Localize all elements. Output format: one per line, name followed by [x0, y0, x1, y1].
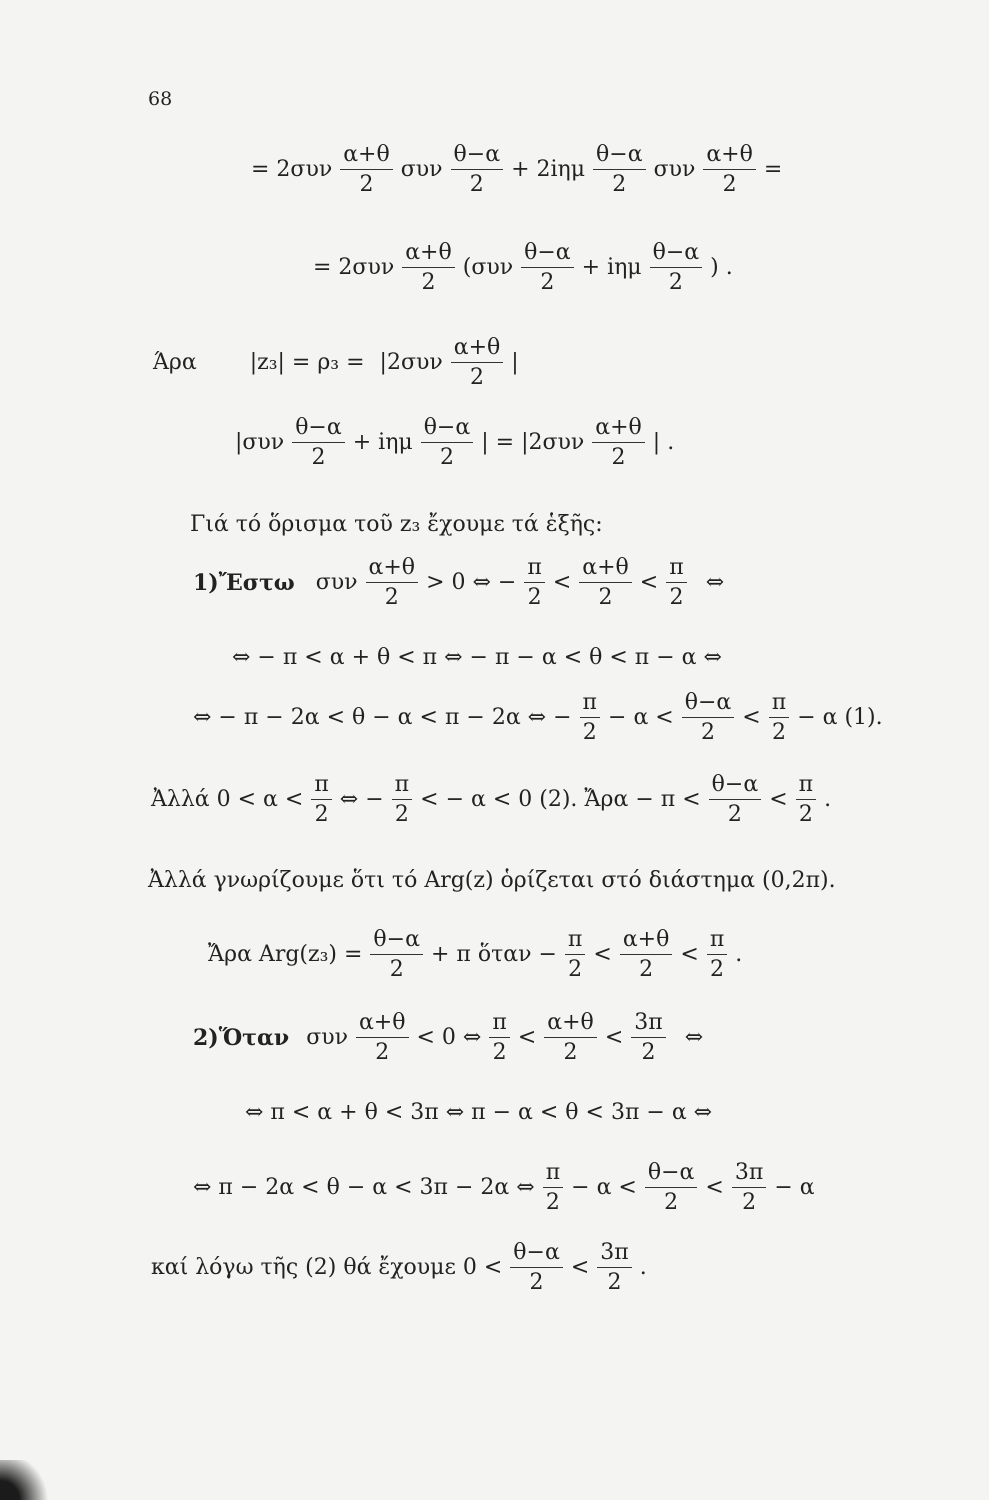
fraction	[631, 1010, 665, 1066]
term: − α <	[608, 705, 674, 731]
numerator: θ−α	[295, 415, 342, 440]
equation-line-12	[190, 1010, 706, 1066]
equation-line-6	[190, 555, 727, 611]
numerator: π	[709, 927, 725, 952]
denominator: 2	[669, 585, 684, 611]
equation-line-8	[190, 690, 886, 746]
term: ⇔ π − 2α < θ − α < 3π − 2α ⇔	[193, 1175, 535, 1201]
fraction	[340, 142, 393, 198]
numerator: 3π	[600, 1240, 629, 1265]
denominator: 2	[469, 365, 484, 391]
fraction-bar	[579, 582, 632, 583]
numerator: α+θ	[368, 555, 416, 580]
fraction-bar	[370, 954, 423, 955]
fraction-bar	[451, 362, 504, 363]
term: = 2συν	[313, 255, 395, 281]
fraction	[703, 142, 756, 198]
page-edge-shadow	[0, 1460, 50, 1500]
numerator: θ−α	[596, 142, 643, 167]
denominator: 2	[771, 720, 786, 746]
denominator: 2	[375, 1040, 390, 1066]
term: Άρα	[153, 350, 197, 376]
fraction-bar	[392, 799, 412, 800]
fraction	[682, 690, 735, 746]
denominator: 2	[529, 1270, 544, 1296]
fraction-bar	[510, 1267, 563, 1268]
term: συν	[653, 157, 696, 183]
fraction	[620, 927, 673, 983]
denominator: 2	[611, 445, 626, 471]
numerator: θ−α	[684, 690, 732, 715]
term: + π ὅταν −	[430, 942, 557, 968]
numerator: α+θ	[706, 142, 753, 167]
denominator: 2	[598, 585, 613, 611]
numerator: π	[314, 772, 329, 797]
term: <	[742, 705, 761, 731]
denominator: 2	[798, 802, 813, 828]
term: .	[824, 787, 832, 813]
fraction-bar	[451, 169, 504, 170]
numerator: α+θ	[595, 415, 642, 440]
fraction	[580, 690, 600, 746]
term: < − α < 0 (2). Ἄρα − π <	[420, 787, 701, 813]
text-line-10: Ἀλλά γνωρίζουμε ὅτι τό Arg(z) ὁρίζεται στό διάστημα (0,2π).	[148, 868, 836, 893]
equation-line-1	[248, 142, 785, 198]
equation-line-4	[232, 415, 677, 471]
fraction-bar	[543, 1187, 563, 1188]
page-number: 68	[148, 88, 173, 110]
term: ⇔ −	[339, 787, 384, 813]
numerator: θ−α	[513, 1240, 560, 1265]
denominator: 2	[421, 270, 436, 296]
numerator: θ−α	[524, 240, 571, 265]
denominator: 2	[664, 1190, 679, 1216]
fraction	[451, 142, 504, 198]
denominator: 2	[469, 172, 484, 198]
fraction-bar	[311, 799, 331, 800]
numerator: α+θ	[358, 1010, 406, 1035]
term: <	[570, 1255, 590, 1281]
fraction-bar	[650, 267, 703, 268]
term: |2συν	[379, 350, 443, 376]
fraction	[769, 690, 789, 746]
equation-line-3	[150, 335, 522, 391]
denominator: 2	[540, 270, 555, 296]
term: .	[639, 1255, 647, 1281]
numerator: θ−α	[652, 240, 700, 265]
term: =	[763, 157, 783, 183]
fraction	[311, 772, 331, 828]
fraction	[796, 772, 816, 828]
denominator: 2	[545, 1190, 560, 1216]
numerator: α+θ	[405, 240, 452, 265]
term: | .	[652, 430, 675, 456]
fraction-bar	[366, 582, 419, 583]
fraction	[645, 1160, 698, 1216]
fraction-bar	[521, 267, 574, 268]
numerator: α+θ	[547, 1010, 594, 1035]
fraction-bar	[340, 169, 393, 170]
fraction	[370, 927, 423, 983]
fraction	[421, 415, 474, 471]
equation-line-11	[205, 927, 745, 983]
fraction	[666, 555, 686, 611]
equation-line-14	[190, 1160, 818, 1216]
denominator: 2	[612, 172, 627, 198]
fraction-bar	[292, 442, 345, 443]
term: Ἄρα Arg(z₃) =	[208, 942, 363, 968]
term: <	[680, 942, 699, 968]
fraction-bar	[489, 1037, 509, 1038]
term: .	[735, 942, 743, 968]
case-label: 2)Ὅταν	[193, 1024, 290, 1051]
term: <	[705, 1175, 724, 1201]
term: − α <	[571, 1175, 637, 1201]
fraction	[732, 1160, 766, 1216]
numerator: π	[492, 1010, 507, 1035]
numerator: π	[545, 1160, 561, 1185]
fraction-bar	[421, 442, 474, 443]
denominator: 2	[641, 1040, 656, 1066]
fraction	[402, 240, 455, 296]
term: <	[552, 570, 572, 596]
denominator: 2	[527, 585, 542, 611]
term: <	[639, 570, 659, 596]
term: | = |2συν	[481, 430, 585, 456]
term: <	[593, 942, 612, 968]
fraction	[709, 772, 762, 828]
numerator: α+θ	[622, 927, 670, 952]
fraction	[543, 1160, 563, 1216]
denominator: 2	[607, 1270, 622, 1296]
fraction	[592, 415, 645, 471]
fraction	[292, 415, 345, 471]
term: = 2συν	[251, 157, 333, 183]
fraction	[489, 1010, 509, 1066]
term: |	[511, 350, 519, 376]
term: <	[769, 787, 788, 813]
term: + 2iημ	[511, 157, 586, 183]
term: + iημ	[352, 430, 413, 456]
term: <	[517, 1025, 537, 1051]
numerator: α+θ	[343, 142, 390, 167]
fraction-bar	[645, 1187, 698, 1188]
fraction-bar	[620, 954, 673, 955]
numerator: α+θ	[453, 335, 501, 360]
denominator: 2	[582, 720, 597, 746]
term: ⇔	[684, 1025, 704, 1051]
fraction	[356, 1010, 409, 1066]
fraction-bar	[597, 1267, 631, 1268]
term: συν	[400, 157, 443, 183]
fraction	[650, 240, 703, 296]
numerator: π	[527, 555, 542, 580]
denominator: 2	[639, 957, 654, 983]
fraction-bar	[666, 582, 686, 583]
term: καί λόγω τῆς (2) θά ἔχουμε 0 <	[151, 1255, 503, 1281]
fraction-bar	[682, 717, 735, 718]
equation-line-15	[148, 1240, 650, 1296]
numerator: π	[582, 690, 598, 715]
numerator: θ−α	[373, 927, 420, 952]
numerator: π	[567, 927, 583, 952]
denominator: 2	[568, 957, 583, 983]
numerator: 3π	[734, 1160, 764, 1185]
fraction	[510, 1240, 563, 1296]
denominator: 2	[701, 720, 715, 746]
text-line-5: Γιά τό ὅρισμα τοῦ z₃ ἔχουμε τά ἑξῆς:	[190, 512, 603, 537]
fraction-bar	[703, 169, 756, 170]
fraction-bar	[593, 169, 646, 170]
fraction	[524, 555, 544, 611]
denominator: 2	[668, 270, 683, 296]
numerator: θ−α	[453, 142, 501, 167]
term: |z₃| = ρ₃ =	[249, 350, 365, 376]
numerator: θ−α	[711, 772, 759, 797]
term: |συν	[235, 430, 285, 456]
fraction	[521, 240, 574, 296]
numerator: π	[771, 690, 787, 715]
denominator: 2	[439, 445, 454, 471]
denominator: 2	[314, 802, 329, 828]
denominator: 2	[394, 802, 409, 828]
equation-line-2	[310, 240, 736, 296]
term: Ἀλλά 0 < α <	[151, 787, 304, 813]
term: − α	[774, 1175, 815, 1201]
numerator: π	[669, 555, 684, 580]
term: − α (1).	[797, 705, 883, 731]
text-line-7: ⇔ − π < α + θ < π ⇔ − π − α < θ < π − α ⇔	[232, 645, 722, 670]
fraction-bar	[565, 954, 585, 955]
numerator: θ−α	[647, 1160, 695, 1185]
denominator: 2	[742, 1190, 757, 1216]
term: ⇔ − π − 2α < θ − α < π − 2α ⇔ −	[193, 705, 572, 731]
fraction	[392, 772, 412, 828]
fraction-bar	[631, 1037, 665, 1038]
denominator: 2	[311, 445, 326, 471]
fraction-bar	[732, 1187, 766, 1188]
fraction	[366, 555, 419, 611]
term: (συν	[462, 255, 514, 281]
numerator: θ−α	[423, 415, 471, 440]
term: ) .	[710, 255, 733, 281]
fraction	[451, 335, 504, 391]
term: συν	[306, 1025, 348, 1051]
denominator: 2	[359, 172, 374, 198]
fraction	[579, 555, 632, 611]
denominator: 2	[722, 172, 737, 198]
numerator: 3π	[634, 1010, 663, 1035]
fraction	[565, 927, 585, 983]
term: < 0 ⇔	[416, 1025, 482, 1051]
fraction-bar	[709, 799, 762, 800]
fraction-bar	[769, 717, 789, 718]
denominator: 2	[727, 802, 742, 828]
fraction	[597, 1240, 631, 1296]
fraction-bar	[796, 799, 816, 800]
fraction-bar	[592, 442, 645, 443]
fraction-bar	[580, 717, 600, 718]
fraction	[544, 1010, 597, 1066]
numerator: α+θ	[582, 555, 629, 580]
fraction-bar	[707, 954, 727, 955]
denominator: 2	[389, 957, 404, 983]
fraction-bar	[524, 582, 544, 583]
fraction	[593, 142, 646, 198]
term: <	[604, 1025, 624, 1051]
fraction	[707, 927, 727, 983]
denominator: 2	[492, 1040, 507, 1066]
denominator: 2	[563, 1040, 578, 1066]
fraction-bar	[356, 1037, 409, 1038]
term: + iημ	[581, 255, 642, 281]
fraction-bar	[402, 267, 455, 268]
case-label: 1)Ἔστω	[193, 569, 295, 596]
numerator: π	[394, 772, 410, 797]
text-line-13: ⇔ π < α + θ < 3π ⇔ π − α < θ < 3π − α ⇔	[245, 1100, 713, 1125]
term: > 0 ⇔ −	[426, 570, 517, 596]
numerator: π	[798, 772, 814, 797]
denominator: 2	[710, 957, 725, 983]
denominator: 2	[384, 585, 399, 611]
term: ⇔	[705, 570, 725, 596]
fraction-bar	[544, 1037, 597, 1038]
term: συν	[315, 570, 358, 596]
equation-line-9	[148, 772, 834, 828]
